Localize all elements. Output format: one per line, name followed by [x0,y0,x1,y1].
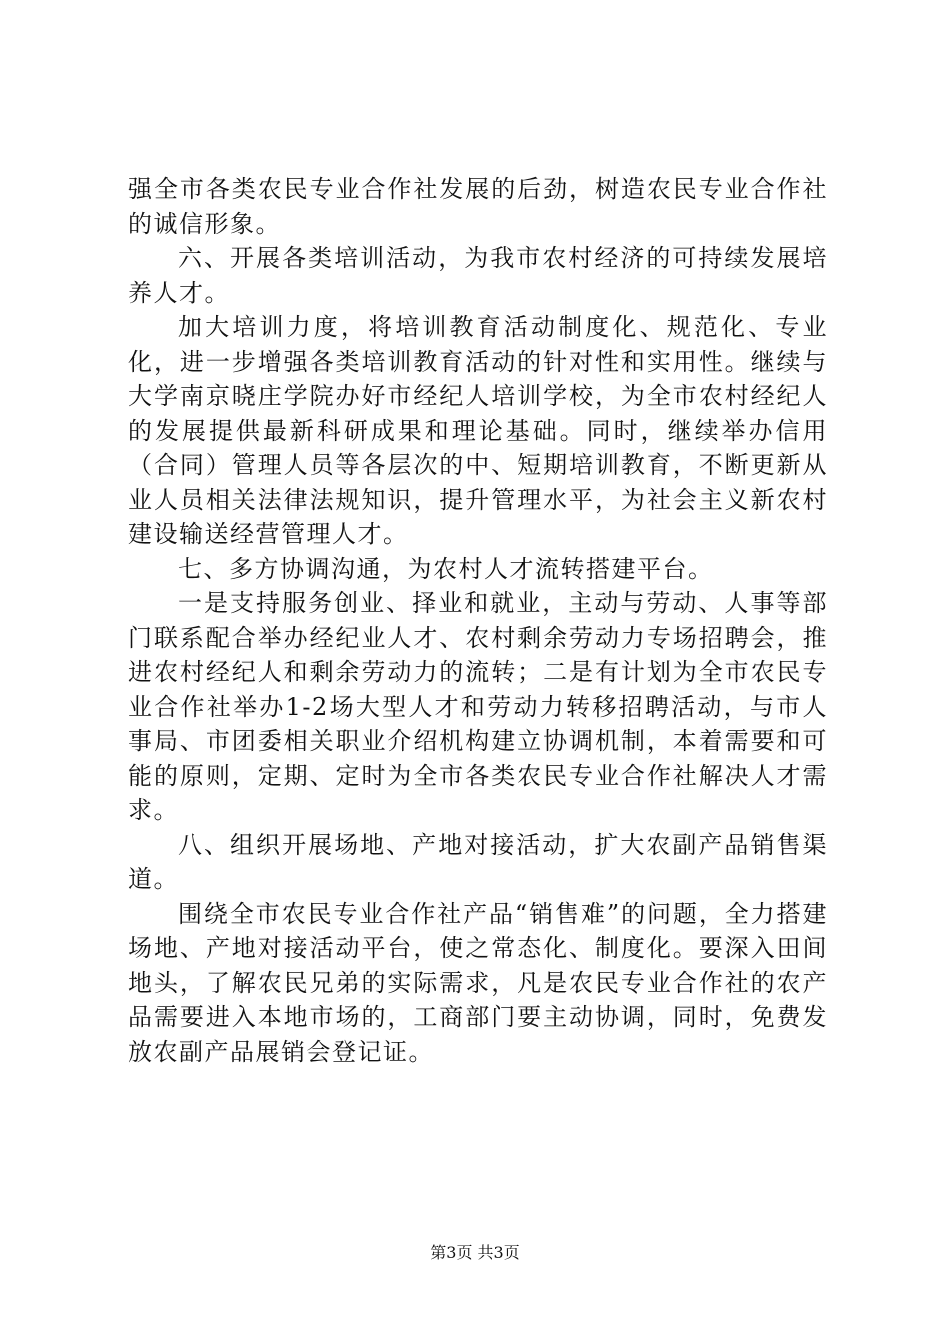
section-heading-eight: 八、组织开展场地、产地对接活动，扩大农副产品销售渠道。 [128,830,828,893]
section-heading-seven: 七、多方协调沟通，为农村人才流转搭建平台。 [178,554,714,583]
paragraph-continuation: 强全市各类农民专业合作社发展的后劲，树造农民专业合作社的诚信形象。 [128,175,828,238]
paragraph-sales-channels: 围绕全市农民专业合作社产品“销售难”的问题，全力搭建场地、产地对接活动平台，使之常态化、制度化。要深入田间地头，了解农民兄弟的实际需求，凡是农民专业合作社的农产品需要进入本地市场的，工商部门要主动协调，同时，免费发放农副产品展销会登记证。 [128,899,828,1066]
page-number-footer: 第3页 共3页 [430,1243,520,1262]
section-heading-six: 六、开展各类培训活动，为我市农村经济的可持续发展培养人才。 [128,244,828,307]
document-body [128,172,828,1069]
paragraph-talent-flow: 一是支持服务创业、择业和就业，主动与劳动、人事等部门联系配合举办经纪业人才、农村剩余劳动力专场招聘会，推进农村经纪人和剩余劳动力的流转；二是有计划为全市农民专业合作社举办1-2场大型人才和劳动力转移招聘活动，与市人事局、市团委相关职业介绍机构建立协调机制，本着需要和可能的原则，定期、定时为全市各类农民专业合作社解决人才需求。 [128,589,828,824]
paragraph-training: 加大培训力度，将培训教育活动制度化、规范化、专业化，进一步增强各类培训教育活动的针对性和实用性。继续与大学南京晓庄学院办好市经纪人培训学校，为全市农村经纪人的发展提供最新科研成果和理论基础。同时，继续举办信用（合同）管理人员等各层次的中、短期培训教育，不断更新从业人员相关法律法规知识，提升管理水平，为社会主义新农村建设输送经营管理人才。 [128,313,828,548]
